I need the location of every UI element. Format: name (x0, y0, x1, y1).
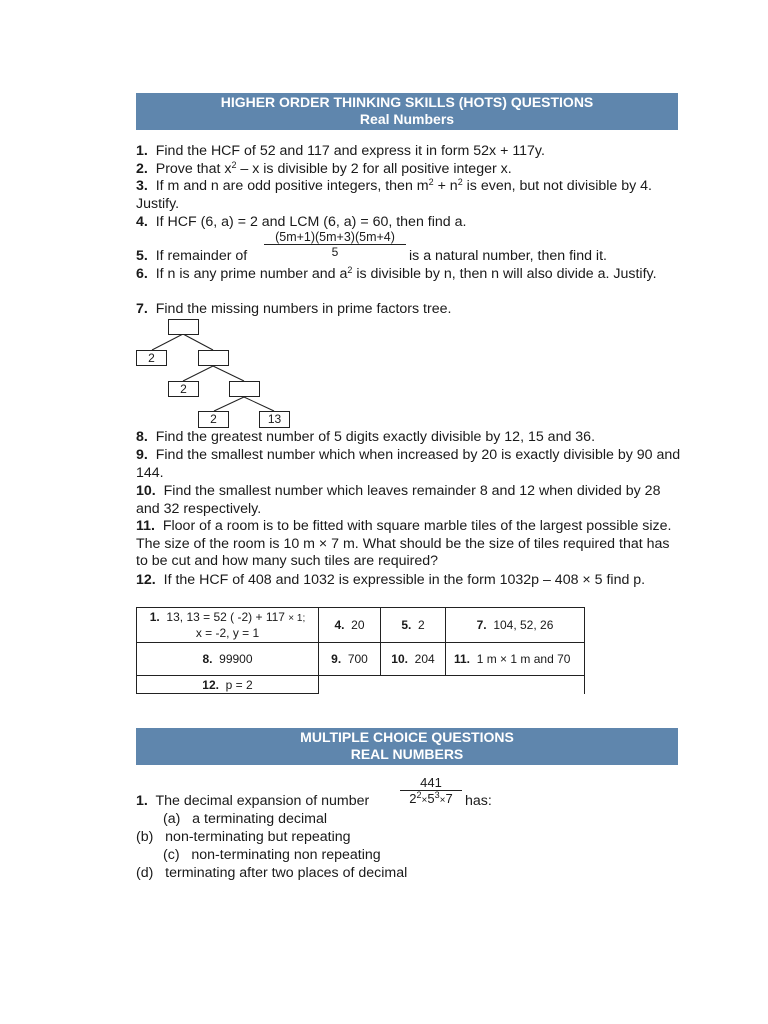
answer-cell-8: 8. 99900 (137, 643, 319, 676)
mcq-fraction (400, 775, 462, 806)
answer-cell-1: 1. 13, 13 = 52 ( -2) + 117 × 1; x = -2, y = 1 (137, 608, 319, 643)
fraction-numerator: (5m+1)(5m+3)(5m+4) (264, 230, 406, 245)
question-3: 3. If m and n are odd positive integers, then $m^2 + n^2$ is even, but not divisible by 4. Justify. (136, 177, 652, 212)
question-5: 5. If remainder of (136, 248, 248, 264)
question-11: 11. Floor of a room is to be fitted with square marble tiles of the largest possible size. The size of the room is 10 m × 7 m. What should be the size of tiles required that has to be cut and how many such tiles are required? (136, 518, 672, 570)
hots-heading-subtitle: Real Numbers (359, 111, 455, 127)
mcq-option-a: (a) a terminating decimal (163, 811, 328, 827)
prime-factor-tree-lines (0, 0, 768, 440)
answer-cell-12: 12. p = 2 (137, 676, 319, 694)
tree-root-box (168, 319, 199, 335)
mcq-fraction-denominator: $2^2\times 5^3\times 7$ (409, 790, 453, 806)
tree-node-2 (198, 350, 229, 366)
question-7: 7. Find the missing numbers in prime factors tree. (136, 301, 452, 317)
tree-leaf-left: 2 (198, 411, 229, 428)
answer-cell-9: 9. 700 (319, 643, 381, 676)
question-5-tail: is a natural number, then find it. (409, 248, 607, 264)
question-12: 12. If the HCF of 408 and 1032 is expressible in the form 1032p – 408 × 5 find p. (136, 572, 646, 588)
answer-table (136, 607, 585, 694)
question-1: 1. Find the HCF of 52 and 117 and express it in form 52x + 117y. (136, 143, 545, 159)
mcq-question-1: 1. The decimal expansion of number (136, 793, 370, 809)
answer-cell-11: 11. 1 m × 1 m and 70 (446, 643, 585, 676)
tree-left-factor-2: 2 (168, 381, 199, 397)
question-8: 8. Find the greatest number of 5 digits exactly divisible by 12, 15 and 36. (136, 429, 596, 445)
question-10: 10. Find the smallest number which leaves remainder 8 and 12 when divided by 28 and 32 respectively. (136, 483, 661, 517)
question-2: 2. Prove that $x^2$ – x is divisible by 2 for all positive integer x. (136, 160, 512, 177)
mcq-heading-subtitle: REAL NUMBERS (350, 746, 464, 762)
answer-cell-4: 4. 20 (319, 608, 381, 643)
question-6: 6. If n is any prime number and $a^2$ is divisible by n, then n will also divide a. Justify. (136, 265, 657, 282)
answer-cell-5: 5. 2 (381, 608, 446, 643)
tree-node-3 (229, 381, 260, 397)
fraction-denominator: 5 (331, 245, 339, 259)
question-9: 9. Find the smallest number which when increased by 20 is exactly divisible by 90 and 144. (136, 447, 681, 481)
mcq-heading-banner (136, 728, 678, 765)
mcq-heading-title: MULTIPLE CHOICE QUESTIONS (300, 729, 514, 745)
mcq-question-1-tail: has: (465, 793, 492, 809)
mcq-option-c: (c) non-terminating non repeating (163, 847, 381, 863)
tree-left-factor-1: 2 (136, 350, 167, 366)
tree-leaf-right: 13 (259, 411, 290, 428)
mcq-option-d: (d) terminating after two places of decimal (136, 865, 408, 881)
mcq-fraction-numerator: 441 (400, 775, 462, 791)
answer-cell-7: 7. 104, 52, 26 (446, 608, 585, 643)
mcq-option-b: (b) non-terminating but repeating (136, 829, 351, 845)
answer-cell-10: 10. 204 (381, 643, 446, 676)
hots-heading-title: HIGHER ORDER THINKING SKILLS (HOTS) QUESTIONS (220, 94, 594, 110)
question-4: 4. If HCF (6, a) = 2 and LCM (6, a) = 60, then find a. (136, 214, 467, 230)
